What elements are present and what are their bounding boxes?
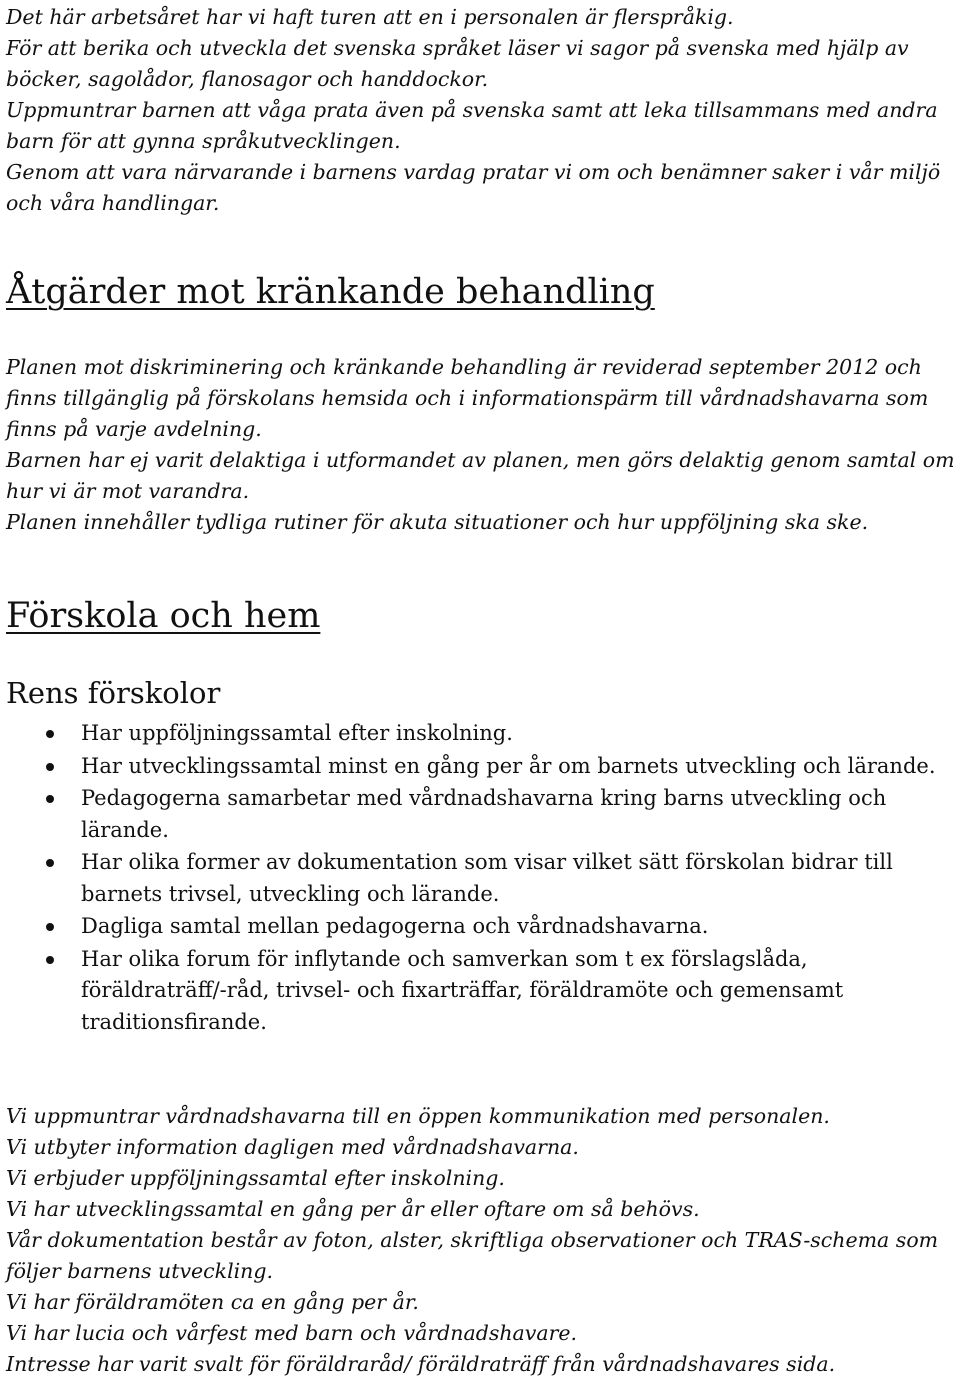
atgarder-paragraph: Planen innehåller tydliga rutiner för akuta situationer och hur uppföljning ska ske. — [6, 510, 869, 534]
list-item — [6, 751, 956, 783]
list-item-text: Har olika former av dokumentation som visar vilket sätt förskolan bidrar till barnets trivsel, utveckling och lärande. — [81, 850, 893, 906]
closing-line: Intresse har varit svalt för föräldraråd/ föräldraträff från vårdnadshavares sida. — [6, 1352, 836, 1376]
list-item-text: Har uppföljningssamtal efter inskolning. — [81, 721, 513, 745]
closing-line: Vi utbyter information dagligen med vårdnadshavarna. — [6, 1135, 579, 1159]
closing-line: Vi uppmuntrar vårdnadshavarna till en öppen kommunikation med personalen. — [6, 1104, 830, 1128]
bullet-icon — [46, 923, 54, 931]
bullet-icon — [46, 795, 54, 803]
heading-atgarder: Åtgärder mot kränkande behandling — [6, 272, 655, 312]
list-item — [6, 783, 956, 846]
bullet-icon — [46, 859, 54, 867]
closing-line: Vår dokumentation består av foton, alster, skriftliga observationer och TRAS-schema som följer barnens utveckling. — [6, 1228, 939, 1283]
intro-section — [6, 2, 958, 219]
intro-paragraph: Det här arbetsåret har vi haft turen att en i personalen är flerspråkig. — [6, 5, 734, 29]
closing-line: Vi erbjuder uppföljningssamtal efter inskolning. — [6, 1166, 505, 1190]
intro-paragraph: Uppmuntrar barnen att våga prata även på svenska samt att leka tillsammans med andra barn för att gynna språkutvecklingen. — [6, 98, 938, 153]
list-item-text: Har olika forum för inflytande och samverkan som t ex förslagslåda, föräldraträff/-råd, trivsel- och fixarträffar, föräldramöte och gemensamt traditionsfirande. — [81, 946, 844, 1034]
bullet-list — [6, 718, 956, 1039]
closing-line: Vi har utvecklingssamtal en gång per år eller oftare om så behövs. — [6, 1197, 700, 1221]
bullet-icon — [46, 763, 54, 771]
atgarder-section — [6, 352, 958, 538]
atgarder-paragraph: Barnen har ej varit delaktiga i utformandet av planen, men görs delaktig genom samtal om hur vi är mot varandra. — [6, 448, 955, 503]
atgarder-paragraph: Planen mot diskriminering och kränkande behandling är reviderad september 2012 och finns tillgänglig på förskolans hemsida och i informationspärm till vårdnadshavarna som finns på varje avdelning. — [6, 355, 929, 441]
list-item — [6, 718, 956, 750]
intro-paragraph: För att berika och utveckla det svenska språket läser vi sagor på svenska med hjälp av böcker, sagolådor, flanosagor och handdockor. — [6, 36, 909, 91]
list-item-text: Dagliga samtal mellan pedagogerna och vårdnadshavarna. — [81, 914, 709, 938]
bullet-icon — [46, 730, 54, 738]
closing-line: Vi har lucia och vårfest med barn och vårdnadshavare. — [6, 1321, 578, 1345]
closing-line: Vi har föräldramöten ca en gång per år. — [6, 1290, 419, 1314]
list-item — [6, 847, 956, 910]
subheading-rens-forskolor: Rens förskolor — [6, 676, 221, 710]
list-item — [6, 911, 956, 943]
intro-paragraph: Genom att vara närvarande i barnens vardag pratar vi om och benämner saker i vår miljö och våra handlingar. — [6, 160, 941, 215]
bullet-icon — [46, 956, 54, 964]
closing-section — [6, 1101, 958, 1380]
list-item — [6, 944, 956, 1039]
list-item-text: Pedagogerna samarbetar med vårdnadshavarna kring barns utveckling och lärande. — [81, 786, 887, 842]
heading-forskola-och-hem: Förskola och hem — [6, 596, 321, 636]
list-item-text: Har utvecklingssamtal minst en gång per år om barnets utveckling och lärande. — [81, 753, 936, 778]
